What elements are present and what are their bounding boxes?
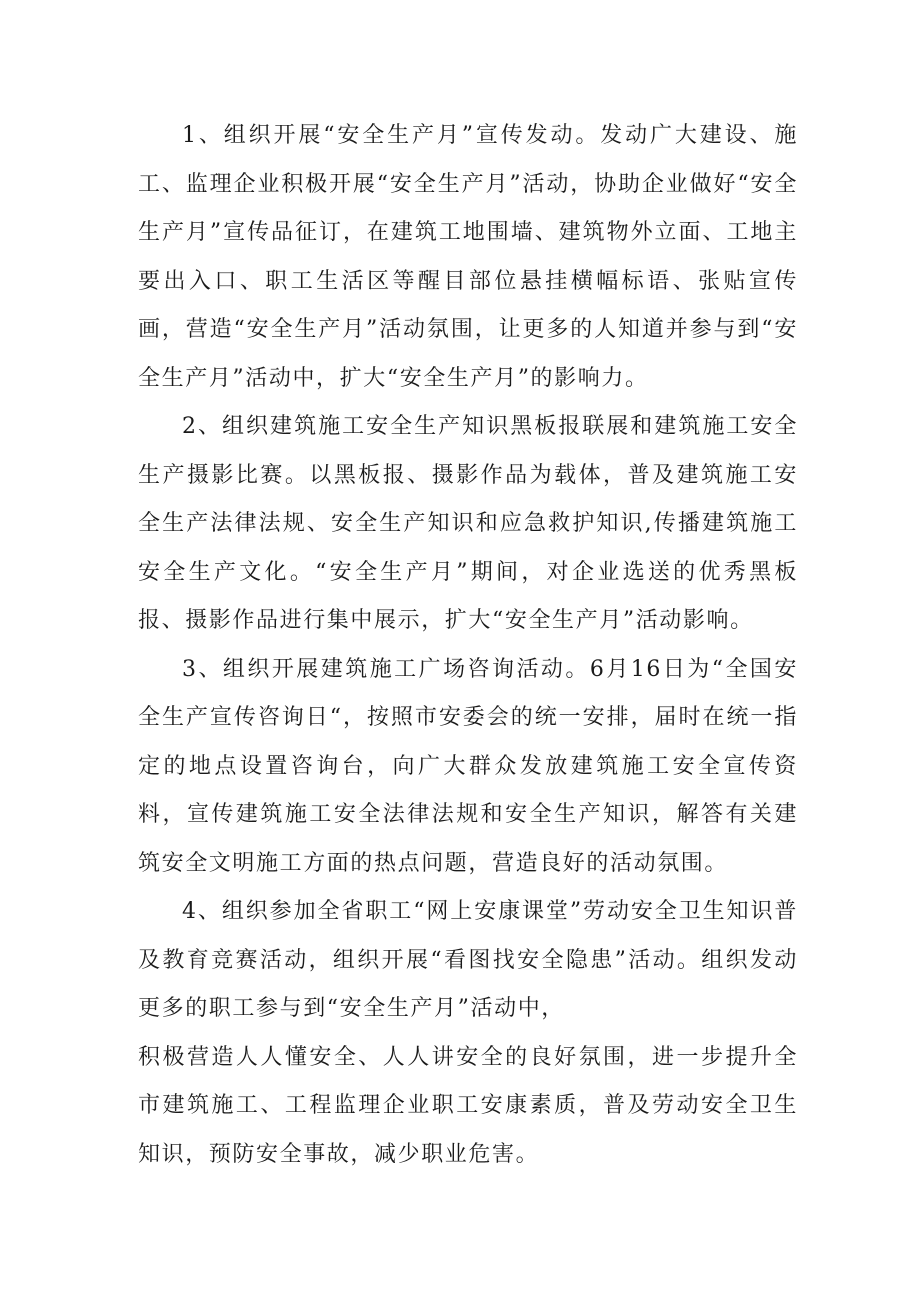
paragraph-4: 4、组织参加全省职工“网上安康课堂”劳动安全卫生知识普及教育竞赛活动，组织开展“看图找安全隐患”活动。组织发动更多的职工参与到“安全生产月”活动中， [138,899,798,1021]
paragraph-1: 1、组织开展“安全生产月”宣传发动。发动广大建设、施工、监理企业积极开展“安全生产月”活动，协助企业做好“安全生产月”宣传品征订，在建筑工地围墙、建筑物外立面、工地主要出入口、职工生活区等醒目部位悬挂横幅标语、张贴宣传画，营造“安全生产月”活动氛围，让更多的人知道并参与到“安全生产月”活动中，扩大“安全生产月”的影响力。 [138,123,798,391]
paragraph-4-continuation: 积极营造人人懂安全、人人讲安全的良好氛围，进一步提升全市建筑施工、工程监理企业职工安康素质，普及劳动安全卫生知识，预防安全事故，减少职业危害。 [138,1044,798,1167]
paragraph-2: 2、组织建筑施工安全生产知识黑板报联展和建筑施工安全生产摄影比赛。以黑板报、摄影作品为载体，普及建筑施工安全生产法律法规、安全生产知识和应急救护知识,传播建筑施工安全生产文化。“安全生产月”期间，对企业选送的优秀黑板报、摄影作品进行集中展示，扩大“安全生产月”活动影响。 [138,414,798,633]
document-body [138,112,798,1179]
paragraph-3: 3、组织开展建筑施工广场咨询活动。6月16日为“全国安全生产宣传咨询日“，按照市安委会的统一安排，届时在统一指定的地点设置咨询台，向广大群众发放建筑施工安全宣传资料，宣传建筑施工安全法律法规和安全生产知识，解答有关建筑安全文明施工方面的热点问题，营造良好的活动氛围。 [138,656,798,876]
